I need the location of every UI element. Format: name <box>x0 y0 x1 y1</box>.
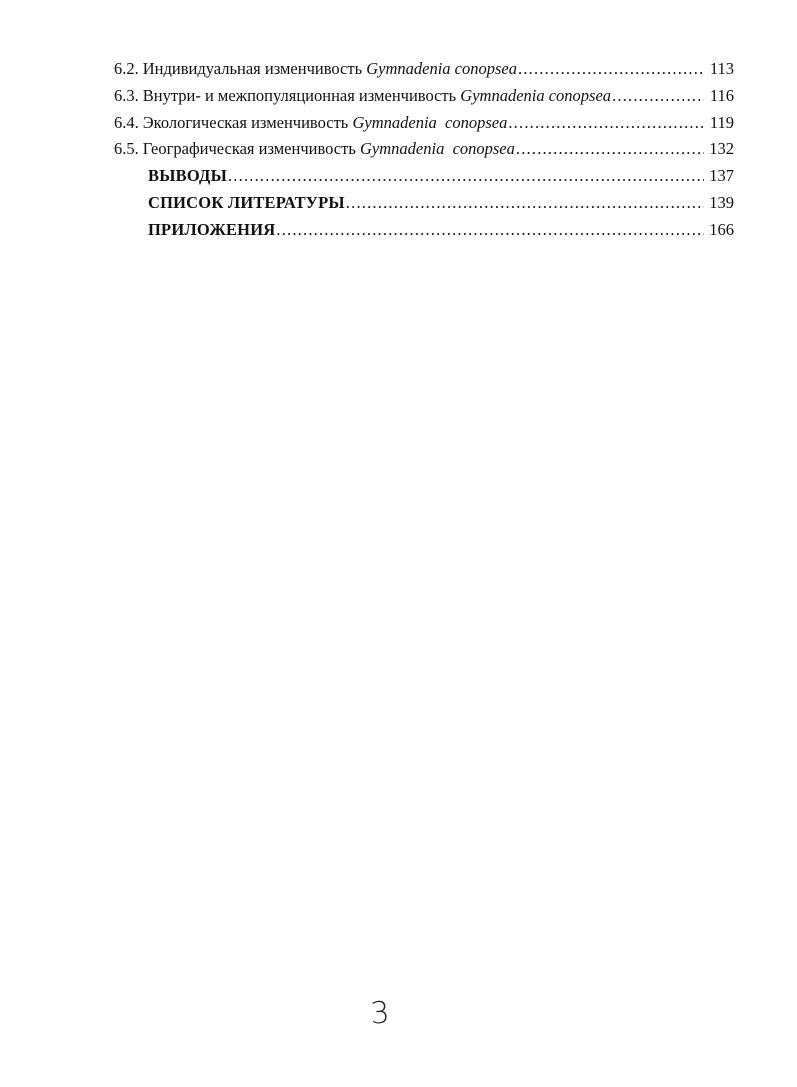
toc-section-conclusions <box>114 166 734 193</box>
dot-leader <box>508 113 704 133</box>
toc-entry-title-text: Внутри- и межпопуляционная изменчивость <box>142 85 457 105</box>
toc-entry-page: 132 <box>709 139 734 159</box>
dot-leader <box>612 86 704 106</box>
toc-entry-title-text: Географическая изменчивость <box>142 139 356 159</box>
toc-entry-title-text: Экологическая изменчивость <box>142 112 349 132</box>
toc-entry-page: 119 <box>709 112 734 132</box>
toc-entry-species: Gymnadenia conopsea <box>360 139 515 159</box>
toc-section-references <box>114 193 734 220</box>
dot-leader <box>276 220 704 240</box>
toc-entry-title <box>143 113 508 133</box>
toc-entry-title <box>143 59 517 79</box>
toc-entry-title-text: Индивидуальная изменчивость <box>142 59 363 78</box>
toc-entry-species: Gymnadenia conopsea <box>366 59 517 78</box>
toc-entry-number: 6.4. <box>114 112 139 132</box>
toc-entry-number: 6.5. <box>114 139 139 159</box>
toc-entry-6-2 <box>114 59 734 86</box>
dot-leader <box>518 59 704 79</box>
toc-section-title: ВЫВОДЫ <box>148 166 227 186</box>
dot-leader <box>516 139 704 159</box>
toc-entry-6-3 <box>114 86 734 113</box>
toc-section-title: СПИСОК ЛИТЕРАТУРЫ <box>148 192 345 212</box>
toc-entry-page: 113 <box>709 59 734 78</box>
toc-section-title: ПРИЛОЖЕНИЯ <box>148 219 276 239</box>
toc-entry-6-5 <box>114 139 734 166</box>
toc-entry-page: 116 <box>709 85 734 105</box>
dot-leader <box>346 193 704 213</box>
toc-section-page: 137 <box>709 166 734 186</box>
toc-entry-number: 6.2. <box>114 59 139 78</box>
toc-section-page: 139 <box>709 192 734 212</box>
toc-entry-title <box>143 139 515 159</box>
toc-section-page: 166 <box>709 219 734 239</box>
toc-section-appendices <box>114 220 734 247</box>
toc-entry-species: Gymnadenia conopsea <box>460 85 612 105</box>
toc-entry-number: 6.3. <box>114 85 139 105</box>
dot-leader <box>228 166 704 186</box>
toc-entry-6-4 <box>114 113 734 140</box>
page-number: 3 <box>369 995 391 1032</box>
toc-entry-species: Gymnadenia conopsea <box>352 112 508 132</box>
toc-entry-title <box>143 86 611 106</box>
table-of-contents <box>114 59 734 247</box>
